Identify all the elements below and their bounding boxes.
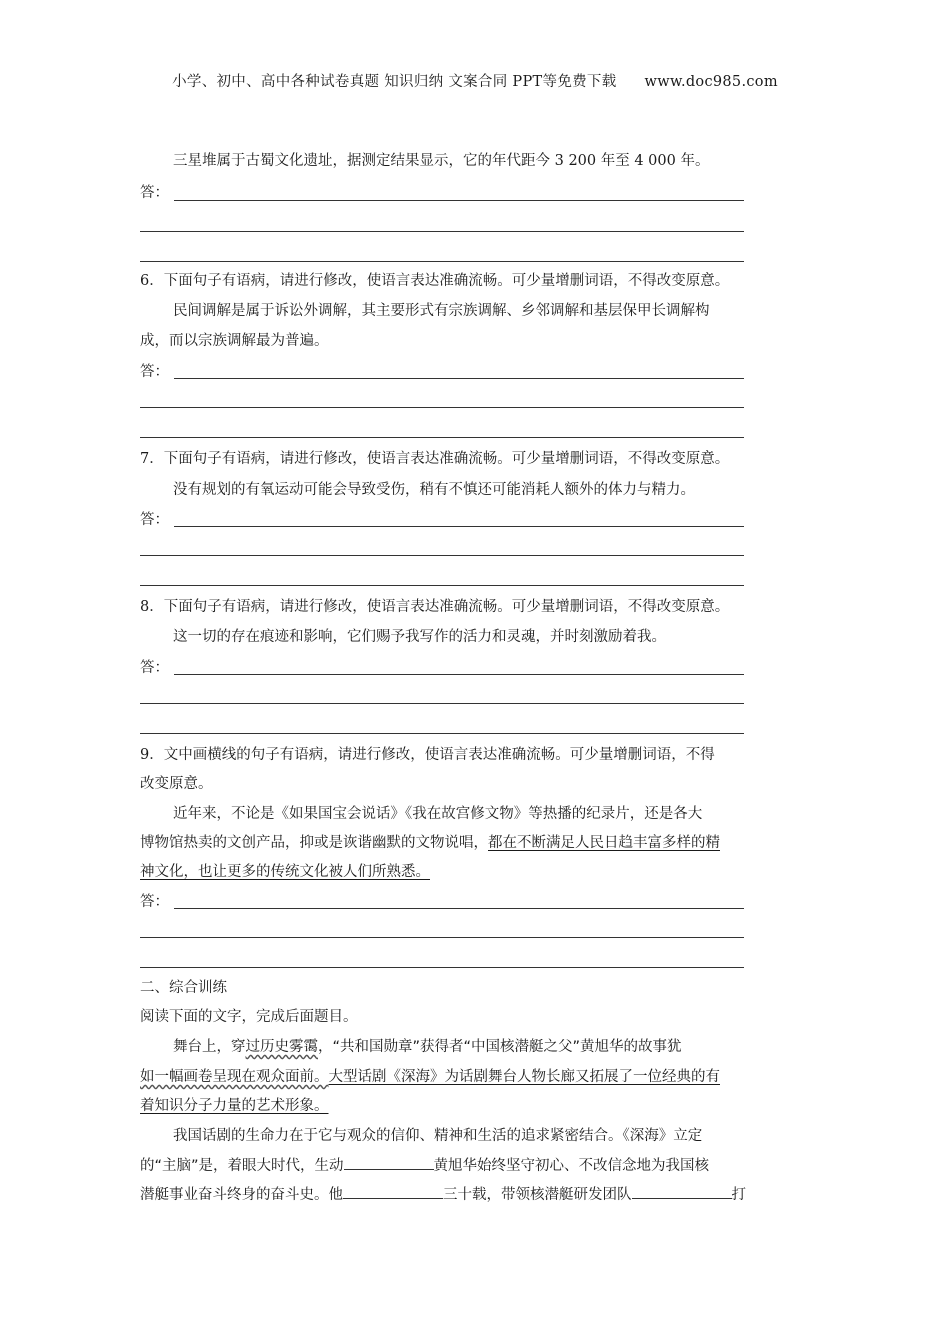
q5-answer-line-1[interactable] — [174, 200, 744, 201]
fill-blank-2[interactable] — [343, 1184, 443, 1199]
reading-p2-text-c: 潜艇事业奋斗终身的奋斗史。他 — [140, 1187, 343, 1203]
q5-answer-line-3[interactable] — [140, 261, 744, 262]
reading-p2-line-1: 我国话剧的生命力在于它与观众的信仰、精神和生活的追求紧密结合。《深海》立定 — [173, 1128, 703, 1144]
q9-answer-label: 答： — [140, 894, 169, 910]
reading-p2-line-3 — [140, 1184, 746, 1205]
reading-p2-text-a: 的“主脑”是，着眼大时代，生动 — [140, 1158, 344, 1174]
q7-prompt: 7．下面句子有语病，请进行修改，使语言表达准确流畅。可少量增删词语，不得改变原意。 — [140, 451, 730, 467]
q9-underlined-sentence-part-1: 都在不断满足人民日趋丰富多样的精 — [488, 835, 720, 851]
q9-underlined-sentence-part-2: 神文化，也让更多的传统文化被人们所熟悉。 — [140, 864, 430, 880]
q9-passage-line-2-plain: 博物馆热卖的文创产品，抑或是诙谐幽默的文物说唱， — [140, 835, 488, 851]
q8-answer-line-1[interactable] — [174, 674, 744, 675]
reading-p2-text-b: 黄旭华始终坚守初心、不改信念地为我国核 — [433, 1158, 710, 1174]
header-site-link[interactable]: www.doc985.com — [644, 74, 778, 90]
q7-answer-line-1[interactable] — [174, 526, 744, 527]
q9-answer-line-1[interactable] — [174, 908, 744, 909]
reading-p1-line-2 — [140, 1067, 720, 1087]
q8-answer-label: 答： — [140, 660, 169, 676]
q6-answer-label: 答： — [140, 364, 169, 380]
q9-prompt-line-1: 9．文中画横线的句子有语病，请进行修改，使语言表达准确流畅。可少量增删词语，不得 — [140, 747, 715, 763]
section-2-title: 二、综合训练 — [140, 980, 227, 996]
q6-answer-line-3[interactable] — [140, 437, 744, 438]
q7-answer-label: 答： — [140, 512, 169, 528]
q9-passage-line-2 — [140, 833, 720, 853]
reading-p2-text-d: 三十载，带领核潜艇研发团队 — [443, 1187, 632, 1203]
reading-wavy-phrase-1: 过历史雾霭 — [245, 1039, 318, 1055]
q9-answer-line-3[interactable] — [140, 967, 744, 968]
q9-passage-line-1: 近年来，不论是《如果国宝会说话》《我在故宫修文物》等热播的纪录片，还是各大 — [173, 806, 703, 822]
reading-p1-text-a: 舞台上，穿 — [173, 1039, 246, 1055]
q7-answer-line-3[interactable] — [140, 585, 744, 586]
reading-p2-line-2 — [140, 1155, 709, 1176]
reading-p2-text-e: 打 — [731, 1187, 746, 1203]
fill-blank-3[interactable] — [632, 1184, 732, 1199]
q5-sentence: 三星堆属于古蜀文化遗址，据测定结果显示，它的年代距今 3 200 年至 4 000 年。 — [173, 153, 710, 169]
reading-p1-text-c: ，“共和国勋章”获得者“中国核潜艇之父”黄旭华的故事犹 — [318, 1039, 682, 1055]
page-header — [0, 70, 950, 91]
q8-prompt: 8．下面句子有语病，请进行修改，使语言表达准确流畅。可少量增删词语，不得改变原意。 — [140, 599, 730, 615]
reading-p1-line-3 — [140, 1096, 329, 1116]
q6-sentence-line-1: 民间调解是属于诉讼外调解，其主要形式有宗族调解、乡邻调解和基层保甲长调解构 — [173, 303, 710, 319]
q6-answer-line-2[interactable] — [140, 407, 744, 408]
reading-underlined-sentence-part-1: 大型话剧《深海》为话剧舞台人物长廊又拓展了一位经典的有 — [328, 1069, 720, 1085]
q7-sentence: 没有规划的有氧运动可能会导致受伤，稍有不慎还可能消耗人额外的体力与精力。 — [173, 482, 695, 498]
q9-passage-line-3 — [140, 862, 430, 882]
q9-prompt-line-2: 改变原意。 — [140, 776, 213, 792]
q5-answer-line-2[interactable] — [140, 231, 744, 232]
header-text: 小学、初中、高中各种试卷真题 知识归纳 文案合同 PPT等免费下载 — [172, 74, 617, 90]
q6-sentence-line-2: 成，而以宗族调解最为普遍。 — [140, 333, 329, 349]
reading-underlined-sentence-part-2: 着知识分子力量的艺术形象。 — [140, 1098, 329, 1114]
q9-answer-line-2[interactable] — [140, 937, 744, 938]
q5-answer-label: 答： — [140, 185, 169, 201]
q8-answer-line-2[interactable] — [140, 703, 744, 704]
section-2-instruction: 阅读下面的文字，完成后面题目。 — [140, 1009, 358, 1025]
q7-answer-line-2[interactable] — [140, 555, 744, 556]
q6-answer-line-1[interactable] — [174, 378, 744, 379]
fill-blank-1[interactable] — [344, 1155, 434, 1170]
q8-answer-line-3[interactable] — [140, 733, 744, 734]
reading-wavy-phrase-2: 如一幅画卷呈现在观众面前。 — [140, 1069, 329, 1085]
reading-p1-line-1 — [173, 1037, 682, 1057]
q6-prompt: 6．下面句子有语病，请进行修改，使语言表达准确流畅。可少量增删词语，不得改变原意。 — [140, 273, 730, 289]
q8-sentence: 这一切的存在痕迹和影响，它们赐予我写作的活力和灵魂，并时刻激励着我。 — [173, 629, 666, 645]
